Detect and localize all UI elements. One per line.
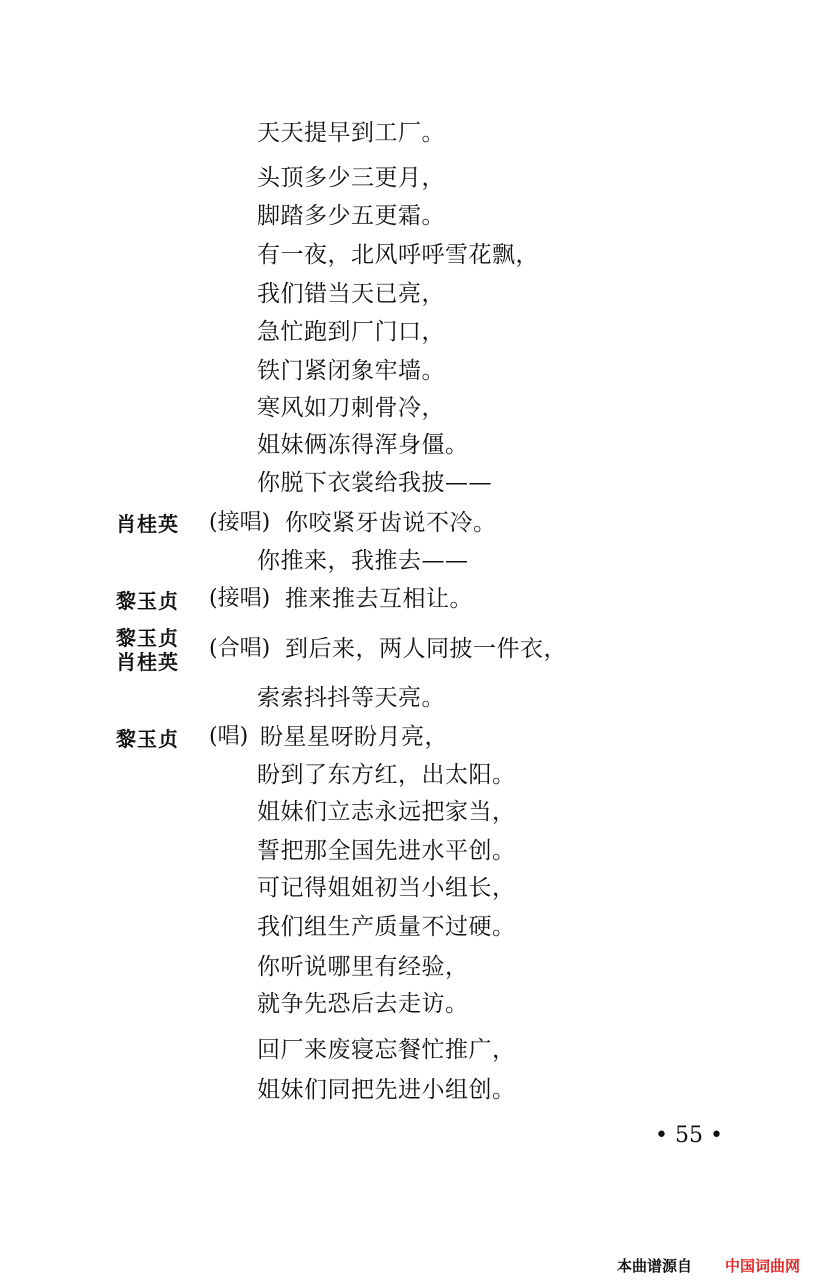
lyric-line: 姐妹们同把先进小组创。 [257,1077,516,1103]
speaker-name: 黎玉贞 [116,626,179,650]
lyric-line: 头顶多少三更月， [257,165,445,191]
lyric-line: 盼到了东方红，出太阳。 [257,762,516,788]
footer-site-name: 中国词曲网 [725,1257,801,1275]
lyric-line: 寒风如刀刺骨冷， [257,395,445,421]
lyric-line: 推来推去互相让。 [285,586,473,612]
lyric-line: 你推来，我推去—— [257,548,469,574]
lyric-line: 姐妹俩冻得浑身僵。 [257,432,469,458]
lyric-line: 你咬紧牙齿说不冷。 [285,510,497,536]
speaker-name: 黎玉贞 [116,727,179,751]
lyric-line: 姐妹们立志永远把家当， [257,799,516,825]
lyric-line: 天天提早到工厂。 [257,120,445,146]
lyric-line: 到后来，两人同披一件衣， [285,636,567,662]
lyric-line: 你听说哪里有经验， [257,954,469,980]
lyric-line: 就争先恐后去走访。 [257,991,469,1017]
stage-cue: (唱) [209,724,249,749]
lyric-line: 有一夜，北风呼呼雪花飘， [257,242,539,268]
lyric-line: 你脱下衣裳给我披—— [257,470,492,496]
stage-cue: (合唱) [209,636,271,661]
lyric-line: 脚踏多少五更霜。 [257,203,445,229]
lyric-line: 我们错当天已亮， [257,281,445,307]
lyric-line: 急忙跑到厂门口， [257,319,445,345]
lyric-line: 可记得姐姐初当小组长， [257,875,516,901]
stage-cue: (接唱) [209,586,271,611]
speaker-name: 肖桂英 [116,650,179,674]
speaker-name: 肖桂英 [116,512,179,536]
lyric-line: 誓把那全国先进水平创。 [257,838,516,864]
footer-source-label: 本曲谱源自 [617,1257,693,1275]
lyric-line: 我们组生产质量不过硬。 [257,914,516,940]
lyric-line: 索索抖抖等天亮。 [257,685,445,711]
stage-cue: (接唱) [209,510,271,535]
lyric-line: 铁门紧闭象牢墙。 [257,358,445,384]
lyric-line: 回厂来废寝忘餐忙推广， [257,1037,516,1063]
speaker-name: 黎玉贞 [116,589,179,613]
lyric-line: 盼星星呀盼月亮， [260,724,448,750]
page-number: • 55 • [655,1123,723,1148]
